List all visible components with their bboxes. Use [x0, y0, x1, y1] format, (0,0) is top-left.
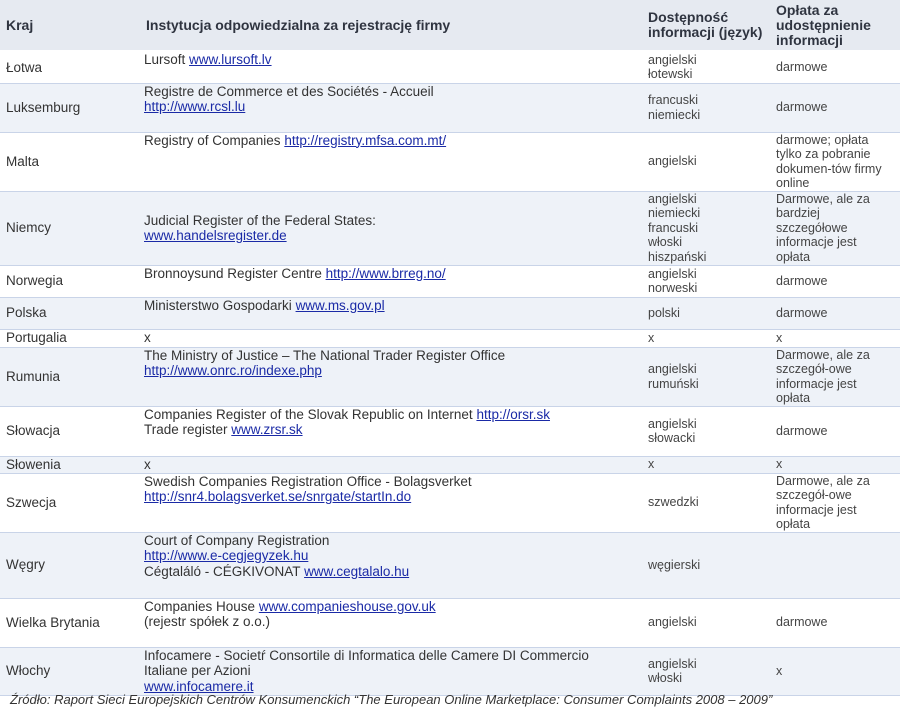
table-row [0, 265, 900, 297]
registry-link[interactable]: http://www.onrc.ro/indexe.php [144, 363, 322, 378]
language-item: angielski [648, 154, 697, 169]
institution-cell [140, 647, 642, 695]
header-country: Kraj [0, 0, 140, 51]
institution-cell [140, 456, 642, 473]
language-cell [642, 406, 770, 456]
institution-text: Lursoft [144, 52, 190, 67]
language-item: x [648, 330, 655, 345]
language-item: francuski [648, 220, 699, 235]
language-cell [642, 456, 770, 473]
country-cell: Szwecja [0, 473, 140, 532]
language-cell [642, 265, 770, 297]
institution-text: Bronnoysund Register Centre [144, 265, 326, 281]
fee-text: darmowe [776, 615, 828, 630]
fee-text: x [776, 457, 783, 472]
language-item: x [648, 457, 655, 472]
language-cell [642, 532, 770, 598]
registry-link[interactable]: http://snr4.bolagsverket.se/snrgate/startIn.do [144, 489, 412, 504]
institution-cell [140, 532, 642, 598]
fee-text: darmowe [776, 305, 828, 320]
header-availability: Dostępność informacji (język) [642, 0, 770, 51]
country-cell: Portugalia [0, 329, 140, 347]
fee-text: x [776, 330, 783, 345]
language-item: angielski [648, 191, 697, 206]
country-cell: Łotwa [0, 51, 140, 83]
fee-text: darmowe; opłata tylko za pobranie dokumen-tów firmy online [776, 132, 882, 190]
registry-link[interactable]: www.zrsr.sk [231, 422, 303, 437]
registry-link[interactable]: www.lursoft.lv [189, 52, 272, 67]
fee-cell [770, 347, 900, 406]
table-row [0, 532, 900, 598]
language-item: włoski [648, 671, 683, 685]
institution-text: Infocamere - Societŕ Consortile di Informatica delle Camere DI Commercio [144, 647, 589, 663]
header-institution: Instytucja odpowiedzialna za rejestrację firmy [140, 0, 642, 51]
fee-cell [770, 473, 900, 532]
fee-text: darmowe [776, 273, 828, 288]
institution-cell [140, 191, 642, 265]
institution-text: Companies House [144, 598, 259, 614]
institution-cell [140, 297, 642, 329]
institution-cell [140, 406, 642, 456]
fee-cell [770, 456, 900, 473]
language-item: angielski [648, 615, 697, 630]
registry-link[interactable]: www.handelsregister.de [144, 228, 287, 243]
country-cell: Malta [0, 132, 140, 191]
registry-link[interactable]: http://registry.mfsa.com.mt/ [284, 132, 447, 148]
institution-cell [140, 132, 642, 191]
table-row [0, 83, 900, 132]
registry-link[interactable]: www.cegtalalo.hu [304, 563, 410, 579]
institution-cell [140, 51, 642, 83]
language-cell [642, 329, 770, 347]
institution-text: Cégtaláló - CÉGKIVONAT [144, 563, 305, 579]
language-item: francuski [648, 93, 699, 107]
table-row [0, 297, 900, 329]
fee-cell [770, 132, 900, 191]
language-item: angielski [648, 416, 697, 431]
language-item: hiszpański [648, 249, 707, 264]
institution-text: Court of Company Registration [144, 532, 330, 548]
institution-text: Companies Register of the Slovak Republic on Internet [144, 406, 477, 422]
language-item: angielski [648, 266, 697, 281]
language-item: niemiecki [648, 206, 701, 221]
table-row [0, 329, 900, 347]
language-item: rumuński [648, 376, 699, 391]
institution-cell [140, 265, 642, 297]
fee-cell [770, 297, 900, 329]
institution-text: Registry of Companies [144, 132, 285, 148]
fee-text: Darmowe, ale za bardziej szczegółowe informacje jest opłata [776, 191, 870, 264]
fee-cell [770, 51, 900, 83]
institution-text: Trade register [144, 422, 232, 437]
registry-link[interactable]: http://www.e-cegjegyzek.hu [144, 548, 309, 563]
fee-cell [770, 83, 900, 132]
language-cell [642, 191, 770, 265]
country-cell: Wielka Brytania [0, 598, 140, 647]
language-item: szwedzki [648, 495, 699, 510]
language-item: słowacki [648, 431, 696, 445]
registry-link[interactable]: www.companieshouse.gov.uk [258, 598, 436, 614]
institution-cell [140, 329, 642, 347]
fee-cell [770, 406, 900, 456]
table-row [0, 132, 900, 191]
language-cell [642, 297, 770, 329]
institution-text: x [144, 456, 151, 472]
language-cell [642, 132, 770, 191]
institution-cell [140, 473, 642, 532]
fee-cell [770, 191, 900, 265]
fee-cell [770, 647, 900, 695]
language-cell [642, 473, 770, 532]
country-cell: Luksemburg [0, 83, 140, 132]
table-header-row [0, 0, 900, 51]
table-row [0, 473, 900, 532]
fee-text: darmowe [776, 60, 828, 74]
registry-link[interactable]: http://orsr.sk [476, 406, 550, 422]
language-cell [642, 51, 770, 83]
table-row [0, 598, 900, 647]
language-cell [642, 598, 770, 647]
country-cell: Słowacja [0, 406, 140, 456]
table-row [0, 191, 900, 265]
language-item: polski [648, 305, 680, 320]
language-item: angielski [648, 656, 697, 671]
language-item: norweski [648, 281, 698, 295]
institution-cell [140, 598, 642, 647]
fee-cell [770, 265, 900, 297]
country-cell: Norwegia [0, 265, 140, 297]
registry-link[interactable]: http://www.rcsl.lu [144, 99, 246, 114]
country-cell: Rumunia [0, 347, 140, 406]
language-item: łotewski [648, 67, 693, 82]
institution-text: Registre de Commerce et des Sociétés - Accueil [144, 83, 434, 99]
language-item: angielski [648, 362, 697, 376]
fee-text: darmowe [776, 423, 828, 438]
institution-text: The Ministry of Justice – The National Trader Register Office [144, 347, 506, 363]
table-row [0, 406, 900, 456]
fee-cell [770, 598, 900, 647]
institution-text: Italiane per Azioni [144, 663, 251, 678]
language-cell [642, 347, 770, 406]
institution-text: (rejestr spółek z o.o.) [144, 614, 271, 629]
language-cell [642, 647, 770, 695]
header-fee: Opłata za udostępnienie informacji [770, 0, 900, 51]
institution-cell [140, 347, 642, 406]
fee-text: darmowe [776, 100, 828, 115]
fee-cell [770, 329, 900, 347]
registry-link[interactable]: www.ms.gov.pl [295, 297, 385, 313]
institution-text: x [144, 330, 151, 346]
fee-text: Darmowe, ale za szczegół-owe informacje jest opłata [776, 473, 870, 531]
fee-text: Darmowe, ale za szczegół-owe informacje jest opłata [776, 347, 870, 405]
country-cell: Włochy [0, 647, 140, 695]
institution-text: Ministerstwo Gospodarki [144, 297, 296, 313]
institution-text: Swedish Companies Registration Office - Bolagsverket [144, 473, 472, 489]
fee-cell [770, 532, 900, 598]
language-item: włoski [648, 235, 683, 250]
language-item: węgierski [648, 557, 701, 572]
source-note: Źródło: Raport Sieci Europejskich Centrów Konsumenckich “The European Online Marketplace: Consumer Complaints 2008 – 2009” [10, 692, 773, 707]
country-cell: Węgry [0, 532, 140, 598]
language-item: angielski [648, 52, 697, 67]
registry-link[interactable]: http://www.brreg.no/ [325, 265, 446, 281]
country-cell: Słowenia [0, 456, 140, 473]
table-row [0, 347, 900, 406]
country-cell: Niemcy [0, 191, 140, 265]
country-cell: Polska [0, 297, 140, 329]
language-item: niemiecki [648, 107, 701, 122]
table-row [0, 51, 900, 83]
institution-text: Judicial Register of the Federal States: [144, 212, 376, 228]
registry-link[interactable]: www.infocamere.it [144, 678, 254, 694]
table-body [0, 51, 900, 695]
table-row [0, 647, 900, 695]
language-cell [642, 83, 770, 132]
table-row [0, 456, 900, 473]
fee-text: x [776, 663, 783, 678]
institution-cell [140, 83, 642, 132]
